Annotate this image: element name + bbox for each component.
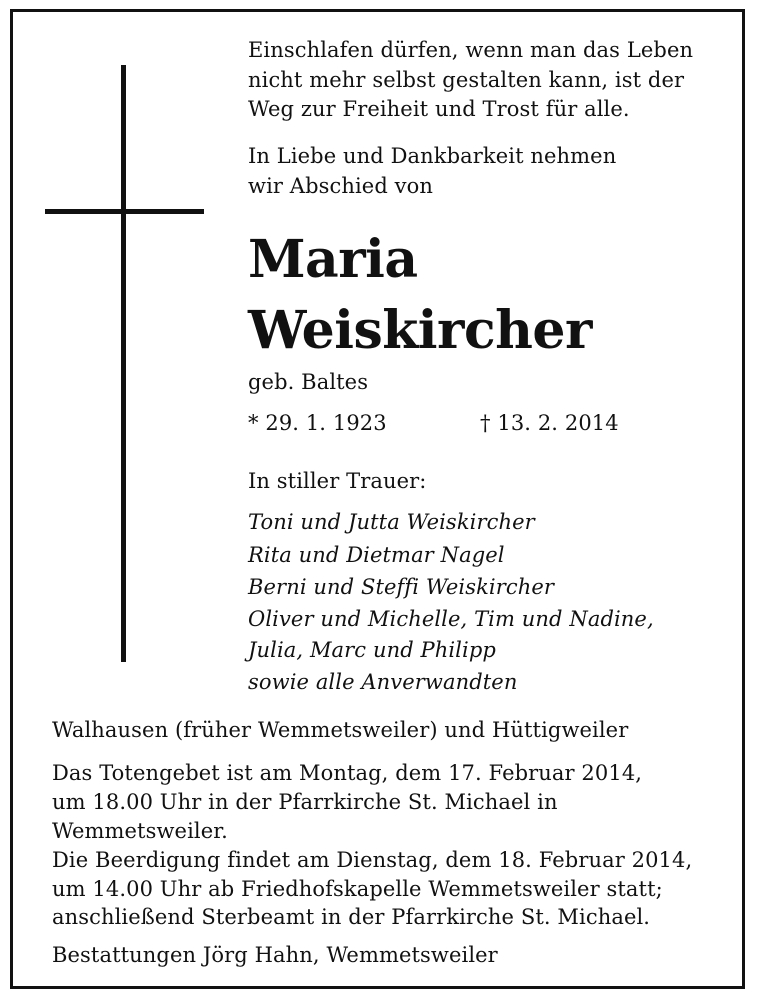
mourners-heading: In stiller Trauer: [248, 469, 427, 493]
mourner-line: Julia, Marc und Philipp [248, 638, 496, 662]
mourner-line: Rita und Dietmar Nagel [248, 543, 505, 567]
service-line: Wemmetsweiler. [52, 819, 228, 843]
birth-name: geb. Baltes [248, 370, 369, 394]
poem-line: Einschlafen dürfen, wenn man das Leben [248, 38, 694, 62]
death-date: † 13. 2. 2014 [480, 411, 619, 435]
service-line: Das Totengebet ist am Montag, dem 17. Februar 2014, [52, 761, 643, 785]
cross-horizontal-bar [45, 209, 204, 214]
service-line: um 14.00 Uhr ab Friedhofskapelle Wemmetsweiler statt; [52, 877, 663, 901]
birth-date: * 29. 1. 1923 [248, 411, 387, 435]
deceased-last-name: Weiskircher [248, 300, 592, 361]
poem-line: Weg zur Freiheit und Trost für alle. [248, 97, 630, 121]
poem-line: nicht mehr selbst gestalten kann, ist der [248, 68, 685, 92]
service-line: Die Beerdigung findet am Dienstag, dem 18. Februar 2014, [52, 848, 693, 872]
cross-vertical-bar [121, 65, 126, 662]
intro-line: In Liebe und Dankbarkeit nehmen [248, 144, 617, 168]
deceased-first-name: Maria [248, 229, 418, 290]
location-line: Walhausen (früher Wemmetsweiler) und Hüttigweiler [52, 718, 629, 742]
undertaker-line: Bestattungen Jörg Hahn, Wemmetsweiler [52, 943, 498, 967]
mourner-line: Oliver und Michelle, Tim und Nadine, [248, 607, 654, 631]
mourner-line: Berni und Steffi Weiskircher [248, 575, 554, 599]
intro-line: wir Abschied von [248, 174, 433, 198]
service-line: um 18.00 Uhr in der Pfarrkirche St. Michael in [52, 790, 558, 814]
service-line: anschließend Sterbeamt in der Pfarrkirche St. Michael. [52, 905, 651, 929]
mourner-line: Toni und Jutta Weiskircher [248, 510, 535, 534]
mourner-line: sowie alle Anverwandten [248, 670, 518, 694]
